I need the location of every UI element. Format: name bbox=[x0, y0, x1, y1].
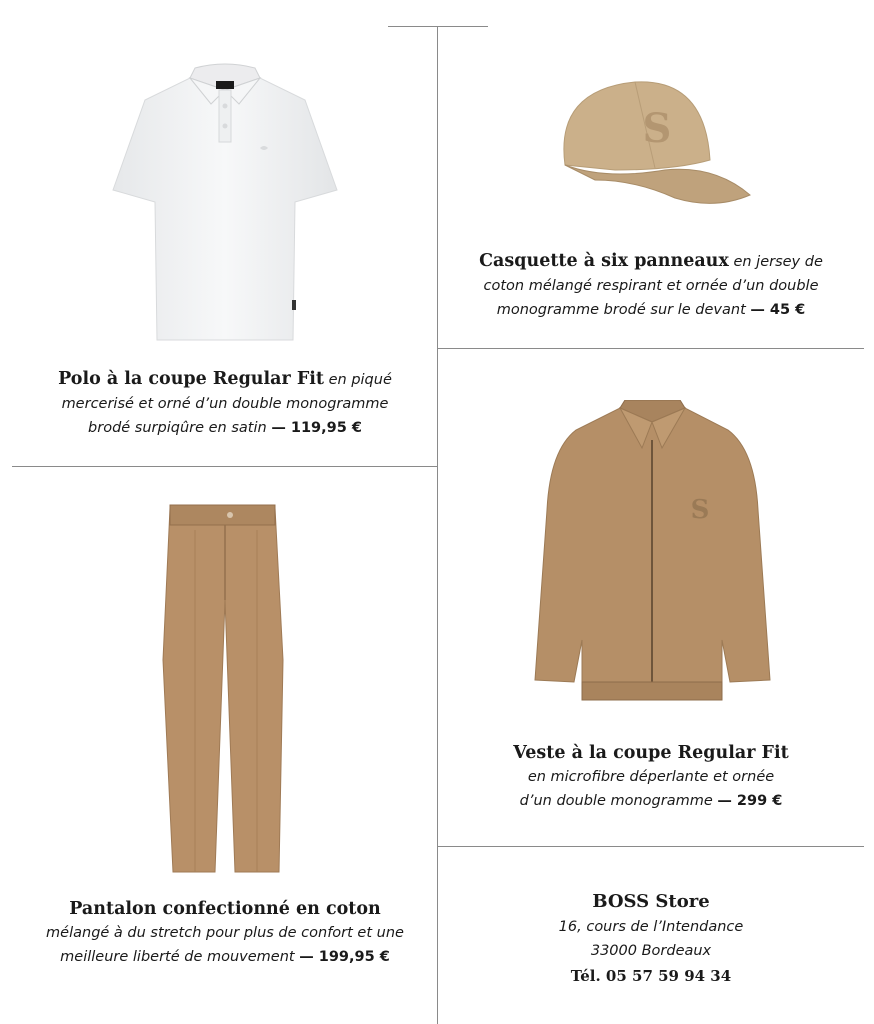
product-title: Casquette à six panneaux bbox=[479, 251, 729, 271]
product-description: en microfibre déperlante et ornée bbox=[527, 769, 775, 785]
product-description: en piqué bbox=[328, 372, 392, 388]
left-divider bbox=[12, 466, 438, 467]
product-description: brodé surpiqûre en satin bbox=[88, 420, 267, 436]
store-phone[interactable]: Tél. 05 57 59 94 34 bbox=[570, 966, 732, 985]
product-description: meilleure liberté de mouvement bbox=[60, 949, 295, 965]
svg-text:S: S bbox=[642, 105, 672, 152]
product-price: — 119,95 € bbox=[271, 420, 362, 436]
product-description: mélangé à du stretch pour plus de confort et une bbox=[46, 925, 404, 941]
polo-shirt-image bbox=[105, 60, 345, 345]
product-caption-polo bbox=[12, 367, 438, 440]
store-address-line-1: 16, cours de l’Intendance bbox=[558, 918, 744, 935]
product-title: Pantalon confectionné en coton bbox=[69, 899, 381, 919]
product-description: d’un double monogramme bbox=[519, 793, 713, 809]
product-caption-cap bbox=[438, 249, 864, 322]
store-address-line-2: 33000 Bordeaux bbox=[590, 943, 712, 959]
product-description: en jersey de bbox=[733, 254, 823, 270]
top-short-divider bbox=[388, 26, 488, 27]
trousers-image bbox=[155, 500, 295, 875]
jacket-image bbox=[530, 400, 775, 712]
product-price: — 299 € bbox=[717, 793, 783, 809]
product-caption-trousers bbox=[12, 897, 438, 969]
store-name: BOSS Store bbox=[592, 891, 710, 912]
product-title: Polo à la coupe Regular Fit bbox=[58, 369, 324, 389]
product-description: mercerisé et orné d’un double monogramme bbox=[61, 396, 389, 412]
product-price: — 45 € bbox=[750, 302, 806, 318]
cap-image bbox=[555, 70, 755, 220]
right-divider-2 bbox=[438, 846, 864, 847]
product-price: — 199,95 € bbox=[299, 949, 390, 965]
product-caption-jacket bbox=[438, 741, 864, 813]
right-divider-1 bbox=[438, 348, 864, 349]
product-description: coton mélangé respirant et ornée d’un double bbox=[483, 278, 819, 294]
product-description: monogramme brodé sur le devant bbox=[496, 302, 746, 318]
product-title: Veste à la coupe Regular Fit bbox=[513, 743, 789, 763]
svg-text:S: S bbox=[690, 495, 710, 525]
vertical-divider bbox=[437, 26, 438, 1024]
store-info bbox=[438, 890, 864, 988]
